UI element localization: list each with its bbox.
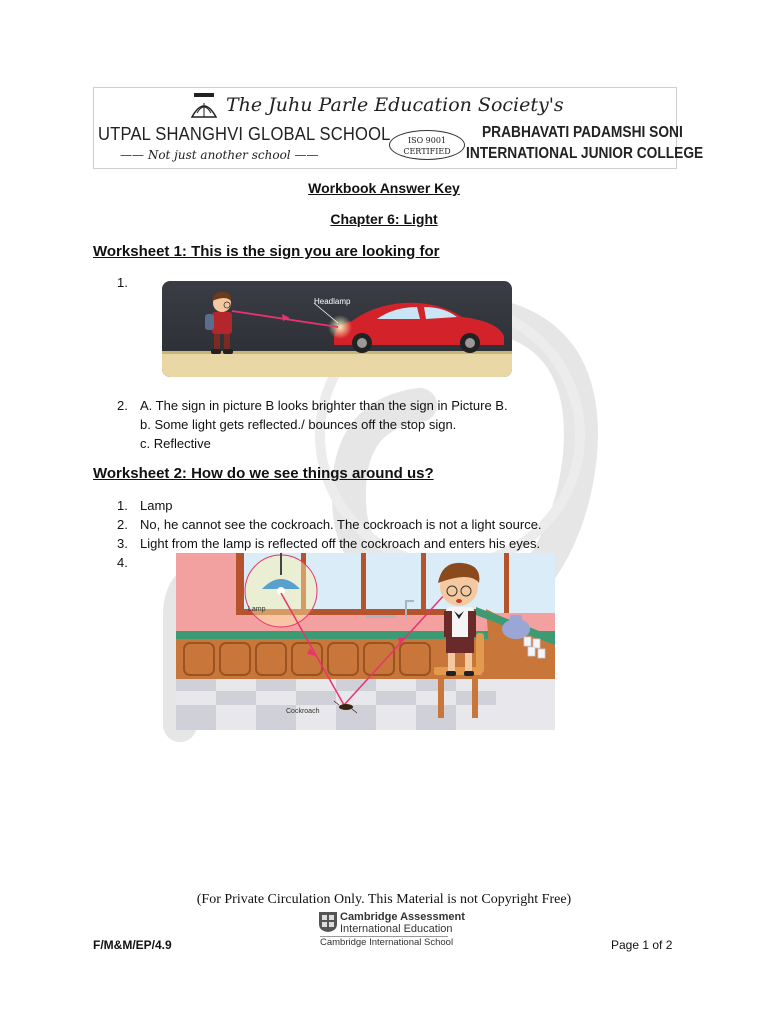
headlamp-glow bbox=[328, 315, 352, 339]
ws2-item-3-text: Light from the lamp is reflected off the cockroach and enters his eyes. bbox=[140, 536, 541, 551]
kettle bbox=[502, 619, 530, 639]
iso-line-1: ISO 9001 bbox=[407, 136, 447, 145]
society-emblem-icon bbox=[190, 93, 218, 119]
ws1-answer-2b: b. Some light gets reflected./ bounces off the stop sign. bbox=[140, 417, 457, 432]
cambridge-logo bbox=[318, 911, 465, 951]
worksheet-1-heading: Worksheet 1: This is the sign you are looking for bbox=[93, 243, 440, 260]
ws1-question-1-number: 1. bbox=[117, 275, 128, 290]
ws2-item-2-number: 2. bbox=[117, 517, 128, 532]
ws2-item-4-number: 4. bbox=[117, 555, 128, 570]
cockroach-label: Cockroach bbox=[286, 708, 320, 715]
ws2-item-2-text: No, he cannot see the cockroach. The cockroach is not a light source. bbox=[140, 517, 542, 532]
ws2-item-1-text: Lamp bbox=[140, 498, 173, 513]
school-tagline: —— Not just another school —— bbox=[120, 148, 319, 162]
headlamp-label: Headlamp bbox=[314, 297, 351, 306]
iso-certified-badge bbox=[389, 130, 465, 160]
cambridge-shield-icon bbox=[318, 911, 338, 933]
worksheet-2-heading: Worksheet 2: How do we see things around us? bbox=[93, 465, 434, 482]
cockroach bbox=[339, 704, 353, 710]
ws1-answer-2a: A. The sign in picture B looks brighter than the sign in Picture B. bbox=[140, 398, 508, 413]
school-name: UTPAL SHANGHVI GLOBAL SCHOOL bbox=[98, 124, 391, 144]
college-name-line-2: INTERNATIONAL JUNIOR COLLEGE bbox=[466, 145, 704, 162]
kitchen-illustration bbox=[176, 553, 555, 730]
society-name: The Juhu Parle Education Society's bbox=[226, 94, 564, 116]
ws1-answer-2c: c. Reflective bbox=[140, 436, 211, 451]
lamp-label: Lamp bbox=[248, 606, 266, 613]
page-number: Page 1 of 2 bbox=[611, 938, 673, 952]
ws2-item-1-number: 1. bbox=[117, 498, 128, 513]
cambridge-line-2: International Education bbox=[340, 923, 453, 935]
cambridge-line-1: Cambridge Assessment bbox=[340, 911, 465, 923]
college-name-line-1: PRABHAVATI PADAMSHI SONI bbox=[482, 124, 683, 141]
school-header-banner bbox=[93, 87, 704, 169]
cambridge-line-3: Cambridge International School bbox=[320, 937, 454, 948]
headlamp-illustration bbox=[162, 281, 512, 377]
ws2-item-3-number: 3. bbox=[117, 536, 128, 551]
ws1-question-2-number: 2. bbox=[117, 398, 128, 413]
footer-circulation-note: (For Private Circulation Only. This Material is not Copyright Free) bbox=[196, 892, 572, 907]
document-code: F/M&M/EP/4.9 bbox=[93, 938, 172, 952]
iso-line-2: CERTIFIED bbox=[403, 147, 451, 156]
document-title: Workbook Answer Key bbox=[308, 180, 460, 196]
chapter-title: Chapter 6: Light bbox=[330, 211, 438, 227]
